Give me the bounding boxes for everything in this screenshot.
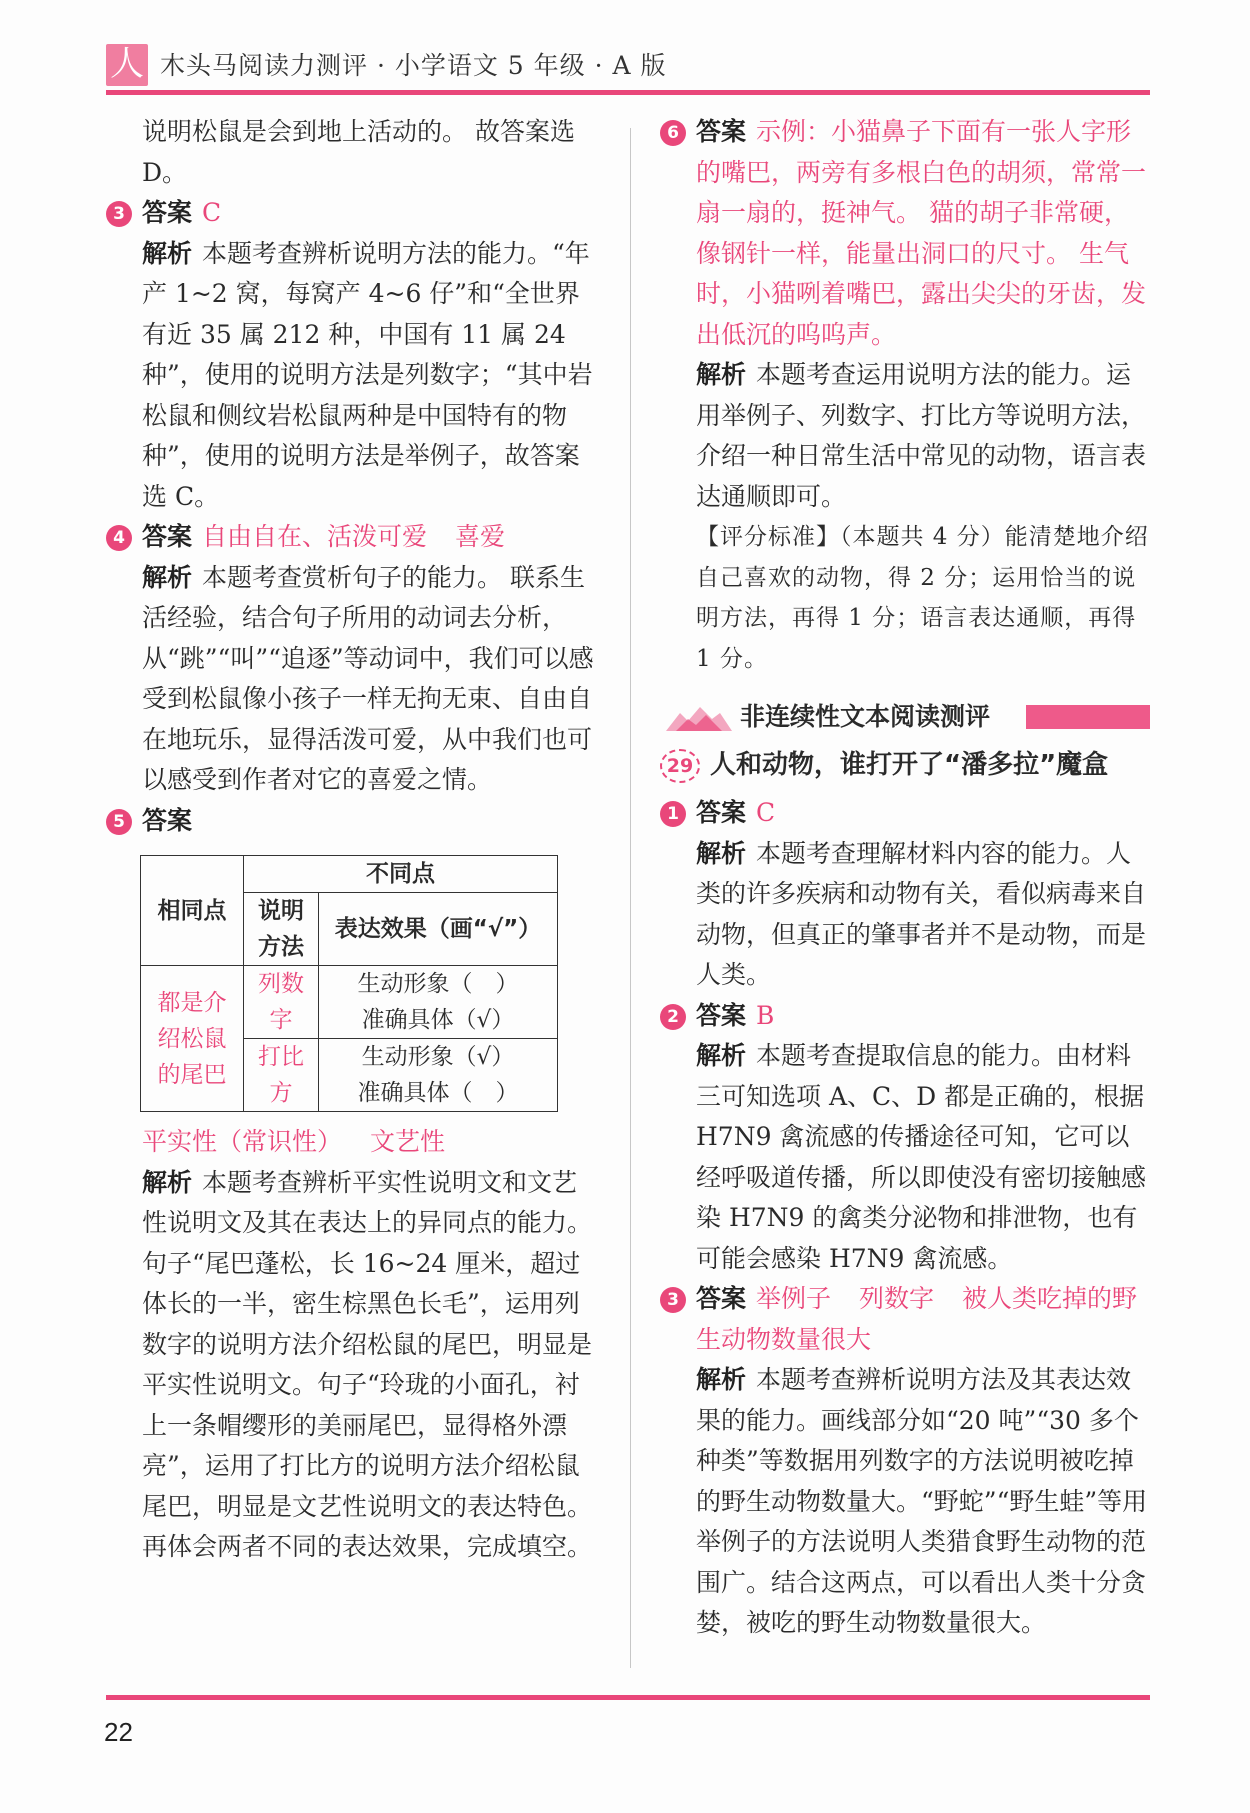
column-divider xyxy=(630,128,631,1668)
question-number: 1 xyxy=(660,801,686,827)
analysis-label: 解析 xyxy=(696,1041,747,1070)
analysis-text: 本题考查运用说明方法的能力。运用举例子、列数字、打比方等说明方法，介绍一种日常生活中常见的动物，语言表达通顺即可。 xyxy=(696,360,1147,511)
answer-label: 答案 xyxy=(142,198,193,227)
analysis-label: 解析 xyxy=(142,238,193,268)
lesson-question-3 xyxy=(660,1279,1150,1644)
table-header-method: 说明方法 xyxy=(244,893,319,966)
analysis-text: 本题考查辨析平实性说明文和文艺性说明文及其在表达上的异同点的能力。句子“尾巴蓬松，长 16~24 厘米，超过体长的一半，密生棕黑色长毛”，运用列数字的说明方法介绍松鼠的尾巴，明显是平实性说明文。句子“玲珑的小面孔，衬上一条帽缨形的美丽尾巴，显得格外漂亮”，运用了打比方的说明方法介绍松鼠尾巴，明显是文艺性说明文的表达特色。再体会两者不同的表达效果，完成填空。 xyxy=(142,1167,593,1561)
analysis-label: 解析 xyxy=(142,562,193,592)
question-number: 2 xyxy=(660,1004,686,1030)
table-header-same: 相同点 xyxy=(141,856,244,966)
question-5 xyxy=(106,801,602,842)
question-3 xyxy=(106,193,602,517)
section-title: 非连续性文本阅读测评 xyxy=(740,702,991,731)
analysis-text: 本题考查辨析说明方法的能力。“年产 1~2 窝，每窝产 4~6 仔”和“全世界有近 35 属 212 种，中国有 11 属 24 种”，使用的说明方法是列数字；“其中岩松鼠和侧纹岩松鼠两种是中国特有的物种”，使用的说明方法是举例子，故答案选 C。 xyxy=(142,238,593,511)
analysis-text: 本题考查提取信息的能力。由材料三可知选项 A、C、D 都是正确的，根据 H7N9 禽流感的传播途径可知，它可以经呼吸道传播，所以即使没有密切接触感染 H7N9 的禽类分泌物和排泄物，也有可能会感染 H7N9 禽流感。 xyxy=(696,1041,1147,1273)
table-cell-effect: 生动形象（√） 准确具体（ ） xyxy=(319,1039,558,1112)
analysis-label: 解析 xyxy=(696,838,747,868)
answer-value: 示例：小猫鼻子下面有一张人字形的嘴巴，两旁有多根白色的胡须，常常一扇一扇的，挺神气。 猫的胡子非常硬，像钢针一样，能量出洞口的尺寸。 生气时，小猫咧着嘴巴，露出尖尖的牙齿，发出低沉的呜呜声。 xyxy=(696,117,1147,349)
table-header-effect: 表达效果（画“√”） xyxy=(319,893,558,966)
footer-rule xyxy=(106,1695,1150,1700)
answer-label: 答案 xyxy=(696,1000,747,1030)
lesson-title: 人和动物，谁打开了“潘多拉”魔盒 xyxy=(710,750,1109,780)
page-number: 22 xyxy=(104,1717,133,1747)
analysis-text: 本题考查理解材料内容的能力。人类的许多疾病和动物有关，看似病毒来自动物，但真正的肇事者并不是动物，而是人类。 xyxy=(696,838,1147,989)
answer-label: 答案 xyxy=(696,1284,747,1313)
table-cell-method: 打比方 xyxy=(244,1039,319,1112)
left-column xyxy=(106,112,602,1568)
question-number: 6 xyxy=(660,120,686,146)
answer-value: 举例子 xyxy=(756,1284,832,1313)
question-4 xyxy=(106,517,602,801)
answer-value: C xyxy=(202,198,222,227)
mountain-icon xyxy=(666,705,732,731)
publisher-logo: 人 xyxy=(106,44,148,86)
right-column xyxy=(660,112,1150,1644)
answer-label: 答案 xyxy=(142,805,193,835)
answer-value: 列数字 xyxy=(859,1284,935,1313)
question-number: 5 xyxy=(106,809,132,835)
question-6 xyxy=(660,112,1150,679)
answer-value: C xyxy=(756,798,776,827)
table-cell-same: 都是介绍松鼠的尾巴 xyxy=(141,966,244,1112)
answer-label: 答案 xyxy=(696,798,747,827)
lesson-number: 29 xyxy=(660,749,700,783)
header-rule xyxy=(106,90,1150,95)
lesson-heading xyxy=(660,745,1150,791)
analysis-text: 本题考查赏析句子的能力。 联系生活经验，结合句子所用的动词去分析，从“跳”“叫”“追逐”等动词中，我们可以感受到松鼠像小孩子一样无拘无束、自由自在地玩乐，显得活泼可爱，从中我们也可以感受到作者对它的喜爱之情。 xyxy=(142,562,594,794)
answer-value: 平实性（常识性） xyxy=(142,1127,343,1156)
lesson-question-2 xyxy=(660,996,1150,1280)
section-bar xyxy=(1026,705,1150,729)
answer-value: B xyxy=(756,1000,775,1030)
analysis-text: 本题考查辨析说明方法及其表达效果的能力。画线部分如“20 吨”“30 多个种类”等数据用列数字的方法说明被吃掉的野生动物数量大。“野蛇”“野生蛙”等用举例子的方法说明人类猎食野生动物的范围广。结合这两点，可以看出人类十分贪婪，被吃的野生动物数量很大。 xyxy=(696,1365,1148,1637)
question-number: 3 xyxy=(660,1287,686,1313)
answer-value: 喜爱 xyxy=(455,522,506,551)
scoring-criteria: 【评分标准】（本题共 4 分）能清楚地介绍自己喜欢的动物，得 2 分；运用恰当的说明方法，再得 1 分；语言表达通顺，再得 1 分。 xyxy=(696,524,1149,672)
question-5-analysis xyxy=(106,1163,602,1568)
lesson-question-1 xyxy=(660,793,1150,996)
section-heading xyxy=(660,693,1150,743)
analysis-label: 解析 xyxy=(696,1365,747,1394)
analysis-label: 解析 xyxy=(142,1167,193,1197)
intro-text: 说明松鼠是会到地上活动的。 故答案选 D。 xyxy=(142,117,575,187)
question-number: 4 xyxy=(106,525,132,551)
comparison-table xyxy=(140,855,558,1112)
table-cell-method: 列数字 xyxy=(244,966,319,1039)
answer-label: 答案 xyxy=(142,522,193,551)
book-title: 木头马阅读力测评 · 小学语文 5 年级 · A 版 xyxy=(160,51,667,80)
answer-value: 文艺性 xyxy=(370,1127,446,1156)
analysis-label: 解析 xyxy=(696,360,747,389)
answer-value: 被人类吃掉的野生动物数量很大 xyxy=(696,1284,1138,1354)
table-header-diff: 不同点 xyxy=(244,856,558,893)
question-number: 3 xyxy=(106,201,132,227)
table-cell-effect: 生动形象（ ） 准确具体（√） xyxy=(319,966,558,1039)
question-5-answer xyxy=(106,1122,602,1163)
answer-label: 答案 xyxy=(696,117,747,146)
answer-value: 自由自在、活泼可爱 xyxy=(202,522,428,551)
